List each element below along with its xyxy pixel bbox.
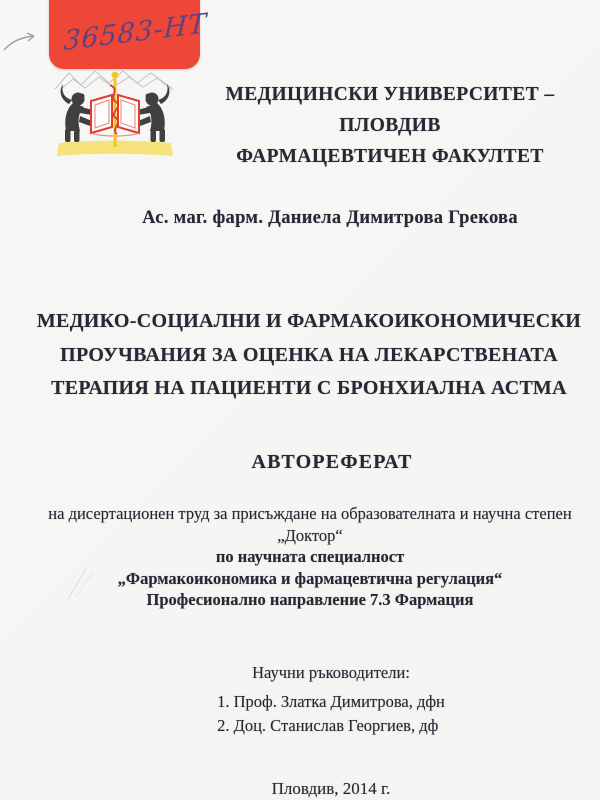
supervisor-item-2: 2. Доц. Станислав Георгиев, дф <box>217 715 439 735</box>
degree-line-specialty-label: по научната специалност <box>215 547 405 567</box>
university-header <box>180 79 600 172</box>
degree-line-specialty-name: „Фармакоикономика и фармацевтична регулация“ <box>117 568 503 588</box>
degree-line-purpose: на дисертационен труд за присъждане на образователната и научна степен <box>48 504 572 523</box>
lion-right-icon <box>137 84 169 142</box>
faculty-name: ФАРМАЦЕВТИЧЕН ФАКУЛТЕТ <box>236 146 544 167</box>
university-emblem <box>53 63 177 167</box>
supervisor-item-1: 1. Проф. Златка Димитрова, дфн <box>217 692 445 711</box>
supervisors-list <box>61 690 600 737</box>
library-sticker <box>49 0 208 69</box>
pen-mark <box>2 28 44 56</box>
library-shelf-number: 36583-НТ <box>62 8 208 58</box>
degree-line-doctor: „Доктор“ <box>277 525 343 545</box>
university-name: МЕДИЦИНСКИ УНИВЕРСИТЕТ – ПЛОВДИВ <box>225 84 555 136</box>
supervisors-heading: Научни ръководители: <box>252 663 410 682</box>
lion-left-icon <box>61 84 93 142</box>
degree-description <box>10 503 600 611</box>
document-type-heading: АВТОРЕФЕРАТ <box>251 451 413 473</box>
title-line-2: ПРОУЧВАНИЯ ЗА ОЦЕНКА НА ЛЕКАРСТВЕНАТА <box>60 343 558 366</box>
author-name: Ас. маг. фарм. Даниела Димитрова Грекова <box>142 208 518 228</box>
title-line-1: МЕДИКО-СОЦИАЛНИ И ФАРМАКОИКОНОМИЧЕСКИ <box>36 310 582 332</box>
title-line-3: ТЕРАПИЯ НА ПАЦИЕНТИ С БРОНХИАЛНА АСТМА <box>51 377 567 399</box>
degree-line-professional-field: Професионално направление 7.3 Фармация <box>146 590 474 610</box>
city-year-footer: Пловдив, 2014 г. <box>271 779 391 798</box>
dissertation-title <box>18 305 600 406</box>
